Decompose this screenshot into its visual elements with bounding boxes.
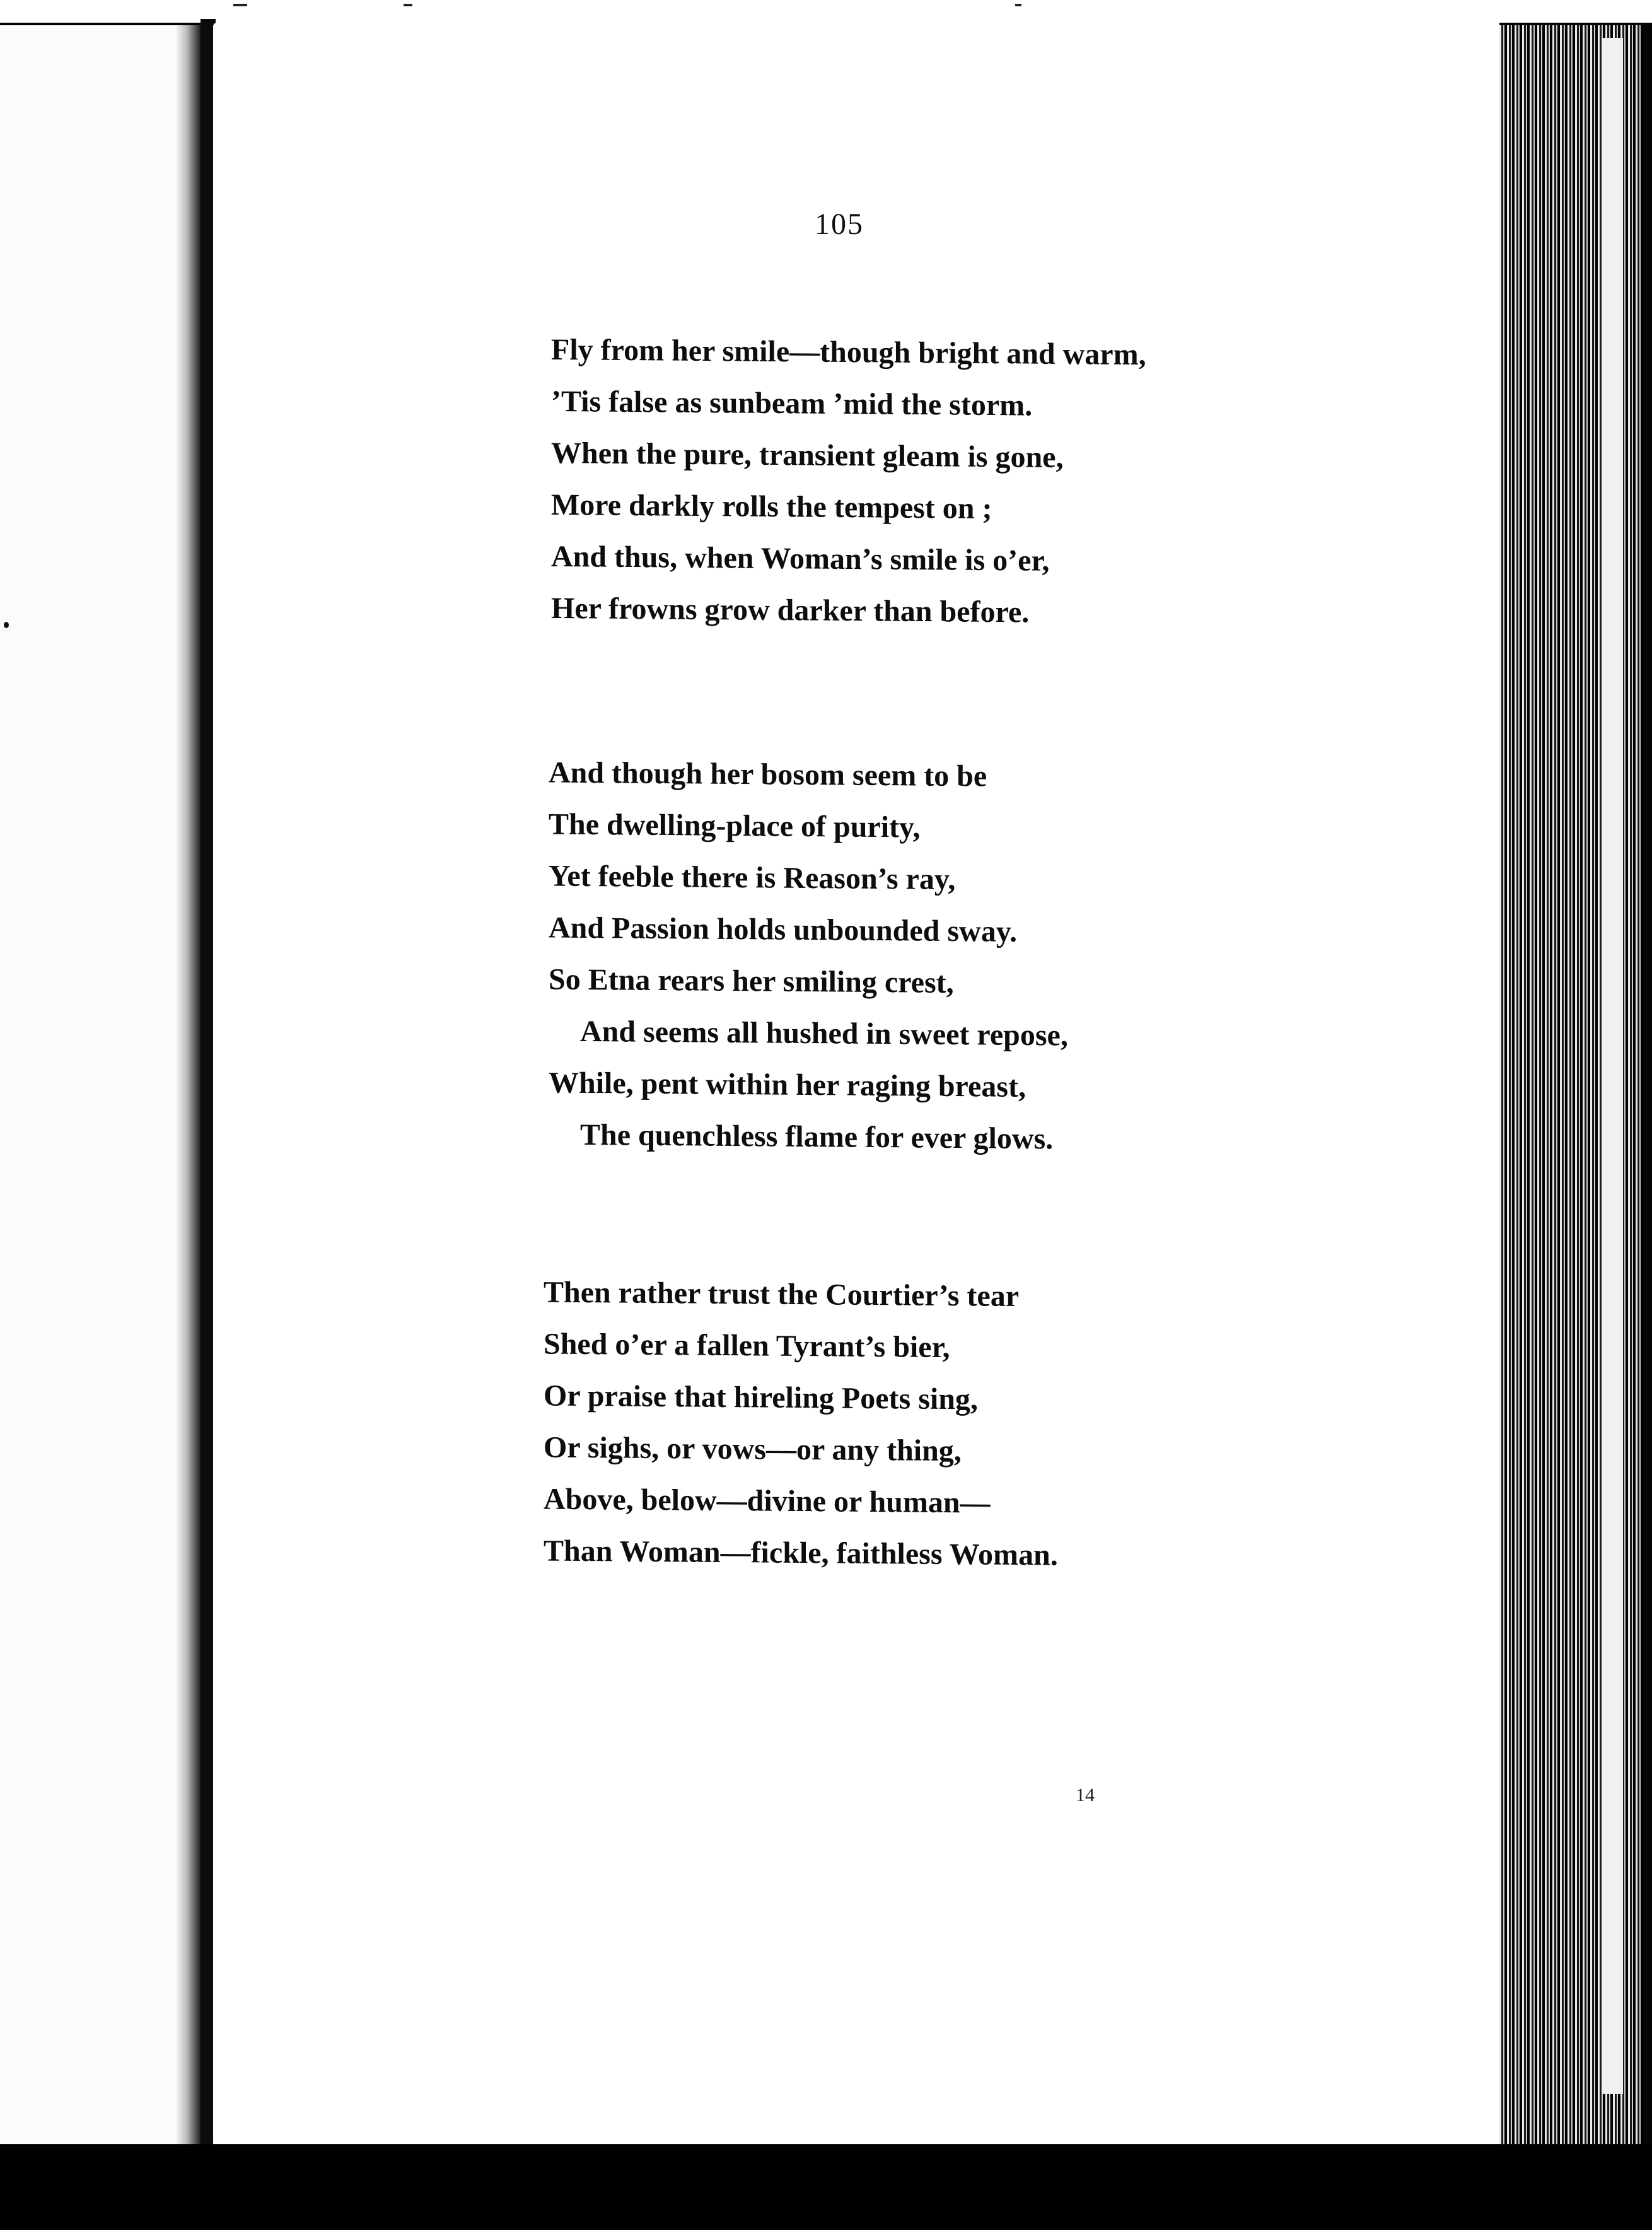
poem-line: More darkly rolls the tempest on ; — [551, 487, 992, 525]
poem-line: And Passion holds unbounded sway. — [549, 911, 1018, 949]
poem-line: Her frowns grow darker than before. — [551, 591, 1030, 629]
poem-line: ’Tis false as sunbeam ’mid the storm. — [551, 384, 1033, 423]
poem-line: So Etna rears her smiling crest, — [549, 962, 954, 1000]
poem-line: Fly from her smile—though bright and warm, — [551, 332, 1146, 372]
stanza-1 — [551, 324, 1146, 639]
poem-line: The quenchless flame for ever glows. — [580, 1118, 1054, 1156]
scan-bottom-border — [0, 2144, 1652, 2230]
poem-line: When the pure, transient gleam is gone, — [551, 436, 1064, 474]
poem-line: And though her bosom seem to be — [549, 756, 987, 793]
page-shadow — [177, 25, 202, 2195]
poem-line: The dwelling-place of purity, — [549, 807, 921, 844]
top-margin-strip — [0, 0, 1652, 23]
left-page — [0, 25, 192, 2195]
page-number: 105 — [815, 207, 864, 241]
stanza-3 — [544, 1266, 1058, 1581]
poem-line: Or sighs, or vows—or any thing, — [544, 1430, 962, 1468]
poem-line: And seems all hushed in sweet repose, — [580, 1014, 1068, 1053]
poem-line: Above, below—divine or human— — [544, 1482, 991, 1520]
poem-line: Shed o’er a fallen Tyrant’s bier, — [544, 1327, 950, 1365]
poem-line: While, pent within her raging breast, — [549, 1066, 1026, 1104]
poem-line: Then rather trust the Courtier’s tear — [544, 1275, 1020, 1314]
poem-line: Yet feeble there is Reason’s ray, — [549, 859, 956, 897]
page-edge-highlight — [1602, 38, 1623, 2094]
poem-line: Or praise that hireling Poets sing, — [544, 1379, 978, 1416]
poem-line: And thus, when Woman’s smile is o’er, — [551, 539, 1050, 578]
signature-mark: 14 — [1076, 1785, 1095, 1806]
poem-line: Than Woman—fickle, faithless Woman. — [544, 1534, 1058, 1572]
margin-speck — [4, 622, 9, 628]
stanza-2 — [549, 747, 1068, 1165]
